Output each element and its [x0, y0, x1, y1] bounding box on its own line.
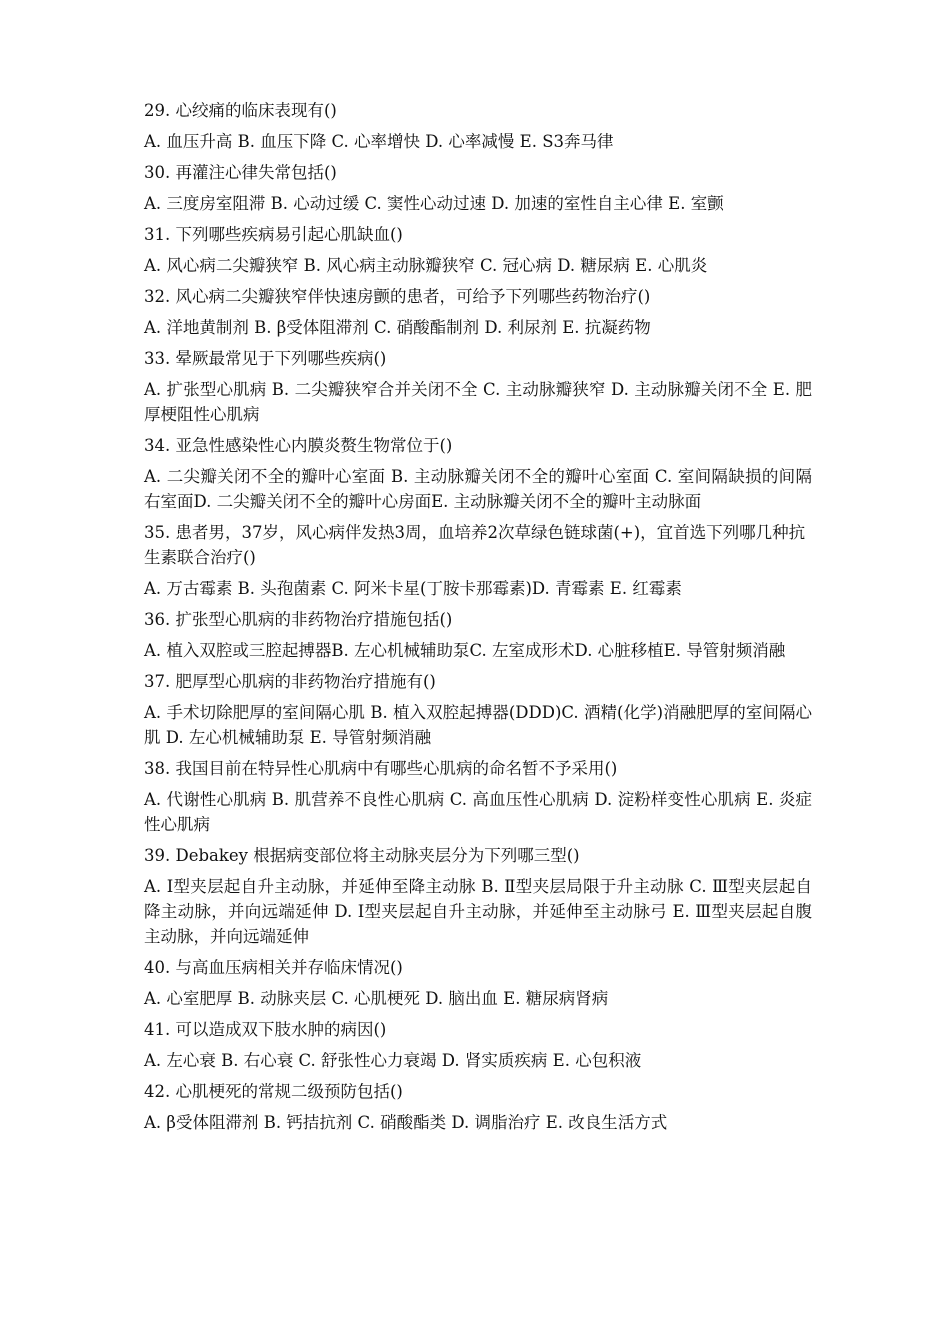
question-item [144, 222, 812, 278]
question-item [144, 433, 812, 514]
answer-options: A. 代谢性心肌病 B. 肌营养不良性心肌病 C. 高血压性心肌病 D. 淀粉样变性心肌病 E. 炎症性心肌病 [144, 790, 812, 834]
answer-options: A. 风心病二尖瓣狭窄 B. 风心病主动脉瓣狭窄 C. 冠心病 D. 糖尿病 E. 心肌炎 [144, 256, 708, 275]
question-text: 32. 风心病二尖瓣狭窄伴快速房颤的患者，可给予下列哪些药物治疗() [144, 287, 651, 306]
question-text: 39. Debakey 根据病变部位将主动脉夹层分为下列哪三型() [144, 846, 580, 865]
question-text: 34. 亚急性感染性心内膜炎赘生物常位于() [144, 436, 453, 455]
question-item [144, 346, 812, 427]
question-text: 40. 与高血压病相关并存临床情况() [144, 958, 403, 977]
question-text: 37. 肥厚型心肌病的非药物治疗措施有() [144, 672, 436, 691]
question-list [144, 98, 812, 1141]
answer-options: A. 手术切除肥厚的室间隔心肌 B. 植入双腔起搏器(DDD)C. 酒精(化学)消融肥厚的室间隔心肌 D. 左心机械辅助泵 E. 导管射频消融 [144, 703, 812, 747]
question-text: 36. 扩张型心肌病的非药物治疗措施包括() [144, 610, 453, 629]
question-text: 35. 患者男，37岁，风心病伴发热3周，血培养2次草绿色链球菌(+)，宜首选下列哪几种抗生素联合治疗() [144, 523, 806, 567]
answer-options: A. 三度房室阻滞 B. 心动过缓 C. 窦性心动过速 D. 加速的室性自主心律 E. 室颤 [144, 194, 724, 213]
answer-options: A. 洋地黄制剂 B. β受体阻滞剂 C. 硝酸酯制剂 D. 利尿剂 E. 抗凝药物 [144, 318, 651, 337]
answer-options: A. 二尖瓣关闭不全的瓣叶心室面 B. 主动脉瓣关闭不全的瓣叶心室面 C. 室间隔缺损的间隔右室面D. 二尖瓣关闭不全的瓣叶心房面E. 主动脉瓣关闭不全的瓣叶主动脉面 [144, 467, 812, 511]
question-text: 38. 我国目前在特异性心肌病中有哪些心肌病的命名暂不予采用() [144, 759, 618, 778]
answer-options: A. 扩张型心肌病 B. 二尖瓣狭窄合并关闭不全 C. 主动脉瓣狭窄 D. 主动脉瓣关闭不全 E. 肥厚梗阻性心肌病 [144, 380, 812, 424]
question-text: 31. 下列哪些疾病易引起心肌缺血() [144, 225, 403, 244]
question-item [144, 160, 812, 216]
answer-options: A. 万古霉素 B. 头孢菌素 C. 阿米卡星(丁胺卡那霉素)D. 青霉素 E. 红霉素 [144, 579, 682, 598]
answer-options: A. 心室肥厚 B. 动脉夹层 C. 心肌梗死 D. 脑出血 E. 糖尿病肾病 [144, 989, 609, 1008]
question-item [144, 607, 812, 663]
question-text: 29. 心绞痛的临床表现有() [144, 101, 337, 120]
question-item [144, 1017, 812, 1073]
question-item [144, 520, 812, 601]
question-item [144, 955, 812, 1011]
question-item [144, 98, 812, 154]
answer-options: A. 左心衰 B. 右心衰 C. 舒张性心力衰竭 D. 肾实质疾病 E. 心包积液 [144, 1051, 642, 1070]
question-text: 42. 心肌梗死的常规二级预防包括() [144, 1082, 403, 1101]
answer-options: A. β受体阻滞剂 B. 钙拮抗剂 C. 硝酸酯类 D. 调脂治疗 E. 改良生活方式 [144, 1113, 668, 1132]
question-item [144, 843, 812, 949]
question-item [144, 756, 812, 837]
answer-options: A. 血压升高 B. 血压下降 C. 心率增快 D. 心率减慢 E. S3奔马律 [144, 132, 614, 151]
question-item [144, 284, 812, 340]
question-text: 30. 再灌注心律失常包括() [144, 163, 337, 182]
answer-options: A. 植入双腔或三腔起搏器B. 左心机械辅助泵C. 左室成形术D. 心脏移植E. 导管射频消融 [144, 641, 786, 660]
question-item [144, 669, 812, 750]
question-item [144, 1079, 812, 1135]
answer-options: A. Ⅰ型夹层起自升主动脉，并延伸至降主动脉 B. Ⅱ型夹层局限于升主动脉 C. Ⅲ型夹层起自降主动脉，并向远端延伸 D. Ⅰ型夹层起自升主动脉，并延伸至主动脉弓 E. Ⅲ型夹层起自腹主动脉，并向远端延伸 [144, 877, 812, 946]
question-text: 33. 晕厥最常见于下列哪些疾病() [144, 349, 387, 368]
question-text: 41. 可以造成双下肢水肿的病因() [144, 1020, 387, 1039]
